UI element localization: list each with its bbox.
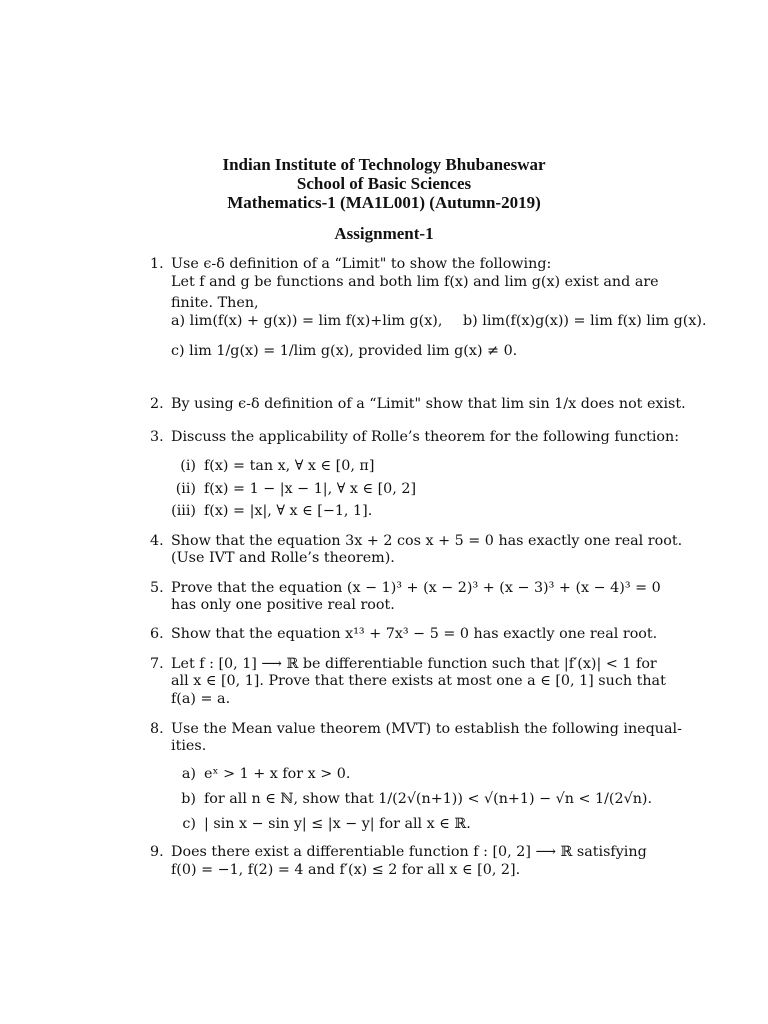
question-1-part-c: c) lim 1/g(x) = 1/lim g(x), provided lim g(x) ≠ 0. xyxy=(171,343,518,359)
question-number: 6. xyxy=(150,626,164,642)
question-number: 9. xyxy=(150,844,164,860)
question-1-line-3: finite. Then, xyxy=(171,295,259,311)
list-item-label: c) xyxy=(182,816,196,832)
list-item: f(x) = |x|, ∀ x ∈ [−1, 1]. xyxy=(204,503,373,519)
question-5-line-1: Prove that the equation (x − 1)³ + (x − 2)³ + (x − 3)³ + (x − 4)³ = 0 xyxy=(171,580,661,596)
list-item-label: (ii) xyxy=(175,481,196,497)
question-7-line-3: f(a) = a. xyxy=(171,691,231,707)
question-7-line-2: all x ∈ [0, 1]. Prove that there exists at most one a ∈ [0, 1] such that xyxy=(171,673,666,689)
course-title: Mathematics-1 (MA1L001) (Autumn-2019) xyxy=(227,193,541,212)
question-1-line-1: Use ϵ-δ definition of a “Limit" to show the following: xyxy=(171,256,552,272)
school-title: School of Basic Sciences xyxy=(296,174,472,193)
list-item: f(x) = 1 − |x − 1|, ∀ x ∈ [0, 2] xyxy=(204,481,417,497)
question-number: 2. xyxy=(150,396,164,412)
list-item: f(x) = tan x, ∀ x ∈ [0, π] xyxy=(204,458,375,474)
question-5-line-2: has only one positive real root. xyxy=(171,597,395,613)
institute-title: Indian Institute of Technology Bhubaneswar xyxy=(222,155,546,174)
list-item-label: (iii) xyxy=(171,503,196,519)
list-item: | sin x − sin y| ≤ |x − y| for all x ∈ ℝ. xyxy=(204,816,471,832)
question-4-line-2: (Use IVT and Rolle’s theorem). xyxy=(171,550,395,566)
question-4-line-1: Show that the equation 3x + 2 cos x + 5 = 0 has exactly one real root. xyxy=(171,533,683,549)
question-9-line-2: f(0) = −1, f(2) = 4 and f′(x) ≤ 2 for all x ∈ [0, 2]. xyxy=(171,862,521,878)
question-7-line-1: Let f : [0, 1] ⟶ ℝ be differentiable function such that |f′(x)| < 1 for xyxy=(171,656,657,672)
list-item-label: b) xyxy=(181,791,196,807)
list-item-label: (i) xyxy=(180,458,196,474)
question-2-text: By using ϵ-δ definition of a “Limit" show that lim sin 1/x does not exist. xyxy=(171,396,686,412)
question-number: 7. xyxy=(150,656,164,672)
question-8-line-1: Use the Mean value theorem (MVT) to establish the following inequal- xyxy=(171,721,682,737)
question-9-line-1: Does there exist a differentiable function f : [0, 2] ⟶ ℝ satisfying xyxy=(171,844,647,860)
list-item: eˣ > 1 + x for x > 0. xyxy=(204,766,351,782)
question-8-line-2: ities. xyxy=(171,738,207,754)
question-number: 8. xyxy=(150,721,164,737)
question-number: 3. xyxy=(150,429,164,445)
question-6-text: Show that the equation x¹³ + 7x³ − 5 = 0 has exactly one real root. xyxy=(171,626,658,642)
list-item: for all n ∈ ℕ, show that 1/(2√(n+1)) < √(n+1) − √n < 1/(2√n). xyxy=(204,791,653,807)
question-1-part-a: a) lim(f(x) + g(x)) = lim f(x)+lim g(x), xyxy=(171,313,443,329)
question-3-text: Discuss the applicability of Rolle’s theorem for the following function: xyxy=(171,429,680,445)
assignment-title: Assignment-1 xyxy=(334,224,434,243)
question-1-line-2: Let f and g be functions and both lim f(x) and lim g(x) exist and are xyxy=(171,274,659,290)
question-number: 4. xyxy=(150,533,164,549)
question-1-part-b: b) lim(f(x)g(x)) = lim f(x) lim g(x). xyxy=(463,313,707,329)
list-item-label: a) xyxy=(181,766,196,782)
question-number: 5. xyxy=(150,580,164,596)
question-number: 1. xyxy=(150,256,164,272)
